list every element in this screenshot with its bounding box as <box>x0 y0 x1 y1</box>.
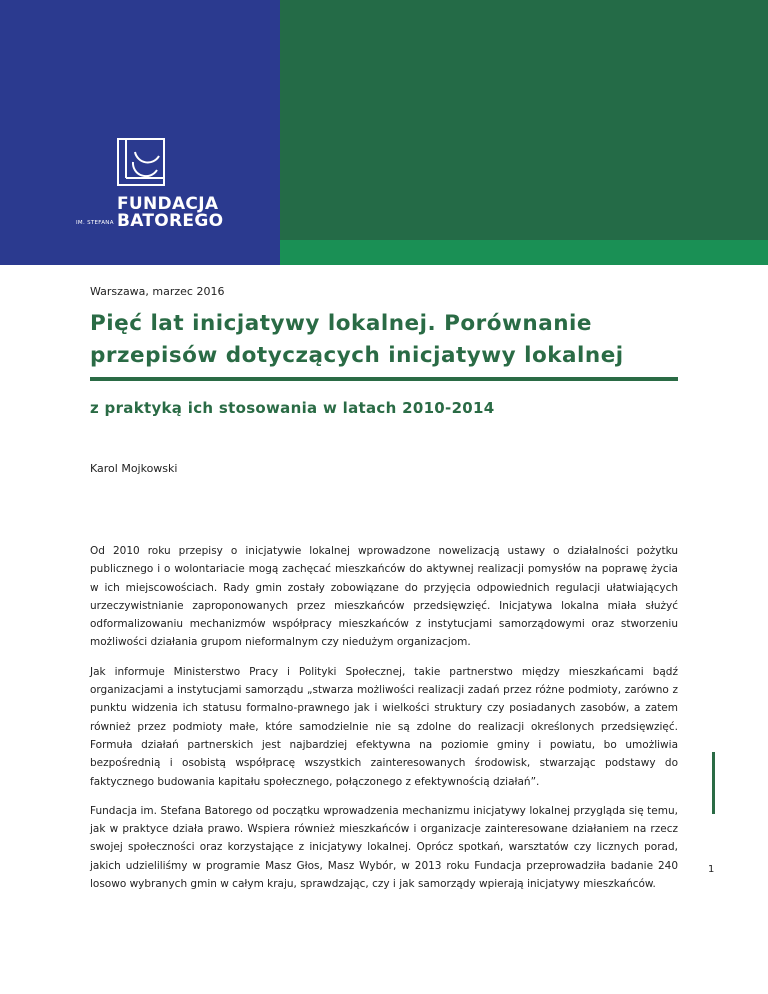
header-green-panel <box>280 0 768 240</box>
document-subtitle: z praktyką ich stosowania w latach 2010-2014 <box>90 399 495 417</box>
logo-prefix: IM. STEFANA <box>76 220 114 226</box>
foundation-logo-icon <box>117 138 165 186</box>
title-divider <box>90 377 678 381</box>
document-title: Pięć lat inicjatywy lokalnej. Porównanie przepisów dotyczących inicjatywy lokalnej <box>90 311 624 368</box>
author-name: Karol Mojkowski <box>90 462 178 475</box>
body-text <box>90 542 678 904</box>
page-number: 1 <box>708 864 715 875</box>
logo-line2: BATOREGO <box>117 211 224 231</box>
paragraph-2: Jak informuje Ministerstwo Pracy i Polityki Społecznej, takie partnerstwo między mieszkańcami bądź organizacjami a instytucjami samorządu „stwarza możliwości realizacji zadań przez różne podmioty, zarówno z punktu widzenia ich statusu formalno-prawnego jak i wielkości struktury czy posiadanych zasobów, a zatem również przez podmioty małe, które samodzielnie nie są zdolne do realizacji określonych przedsięwzięć. Formuła działań partnerskich jest najbardziej efektywna na poziomie gminy i powiatu, bo umożliwia bezpośrednią i osobistą współpracę wszystkich zainteresowanych środowisk, stwarzając podstawy do faktycznego budowania kapitału społecznego, połączonego z efektywnością działań”. <box>90 665 678 788</box>
margin-accent-bar <box>712 752 715 814</box>
header-green-strip <box>280 240 768 265</box>
logo-wordmark <box>117 196 223 230</box>
paragraph-1: Od 2010 roku przepisy o inicjatywie lokalnej wprowadzone nowelizacją ustawy o działalności pożytku publicznego i o wolontariacie mogą zachęcać mieszkańców do aktywnej realizacji pomysłów na poprawę życia w ich miejscowościach. Rady gmin zostały zobowiązane do przyjęcia odpowiednich regulacji ułatwiających urzeczywistnianie zaproponowanych przez mieszkańców przedsięwzięć. Inicjatywa lokalna miała służyć odformalizowaniu mechanizmów współpracy mieszkańców z instytucjami samorządowymi oraz stworzeniu możliwości działania grupom nieformalnym czy niedużym organizacjom. <box>90 545 678 649</box>
paragraph-3: Fundacja im. Stefana Batorego od początku wprowadzenia mechanizmu inicjatywy lokalnej przygląda się temu, jak w praktyce działa prawo. Wspiera również mieszkańców i organizacje zainteresowane działaniem na rzecz swojej społeczności oraz korzystające z inicjatywy lokalnej. Oprócz spotkań, warsztatów czy licznych porad, jakich udzieliliśmy w programie Masz Głos, Masz Wybór, w 2013 roku Fundacja przeprowadziła badanie 240 losowo wybranych gmin w całym kraju, sprawdzając, czy i jak samorządy wpierają inicjatywy mieszkańców. <box>90 804 678 891</box>
place-date: Warszawa, marzec 2016 <box>90 285 225 298</box>
logo-line1: FUNDACJA <box>117 194 219 214</box>
